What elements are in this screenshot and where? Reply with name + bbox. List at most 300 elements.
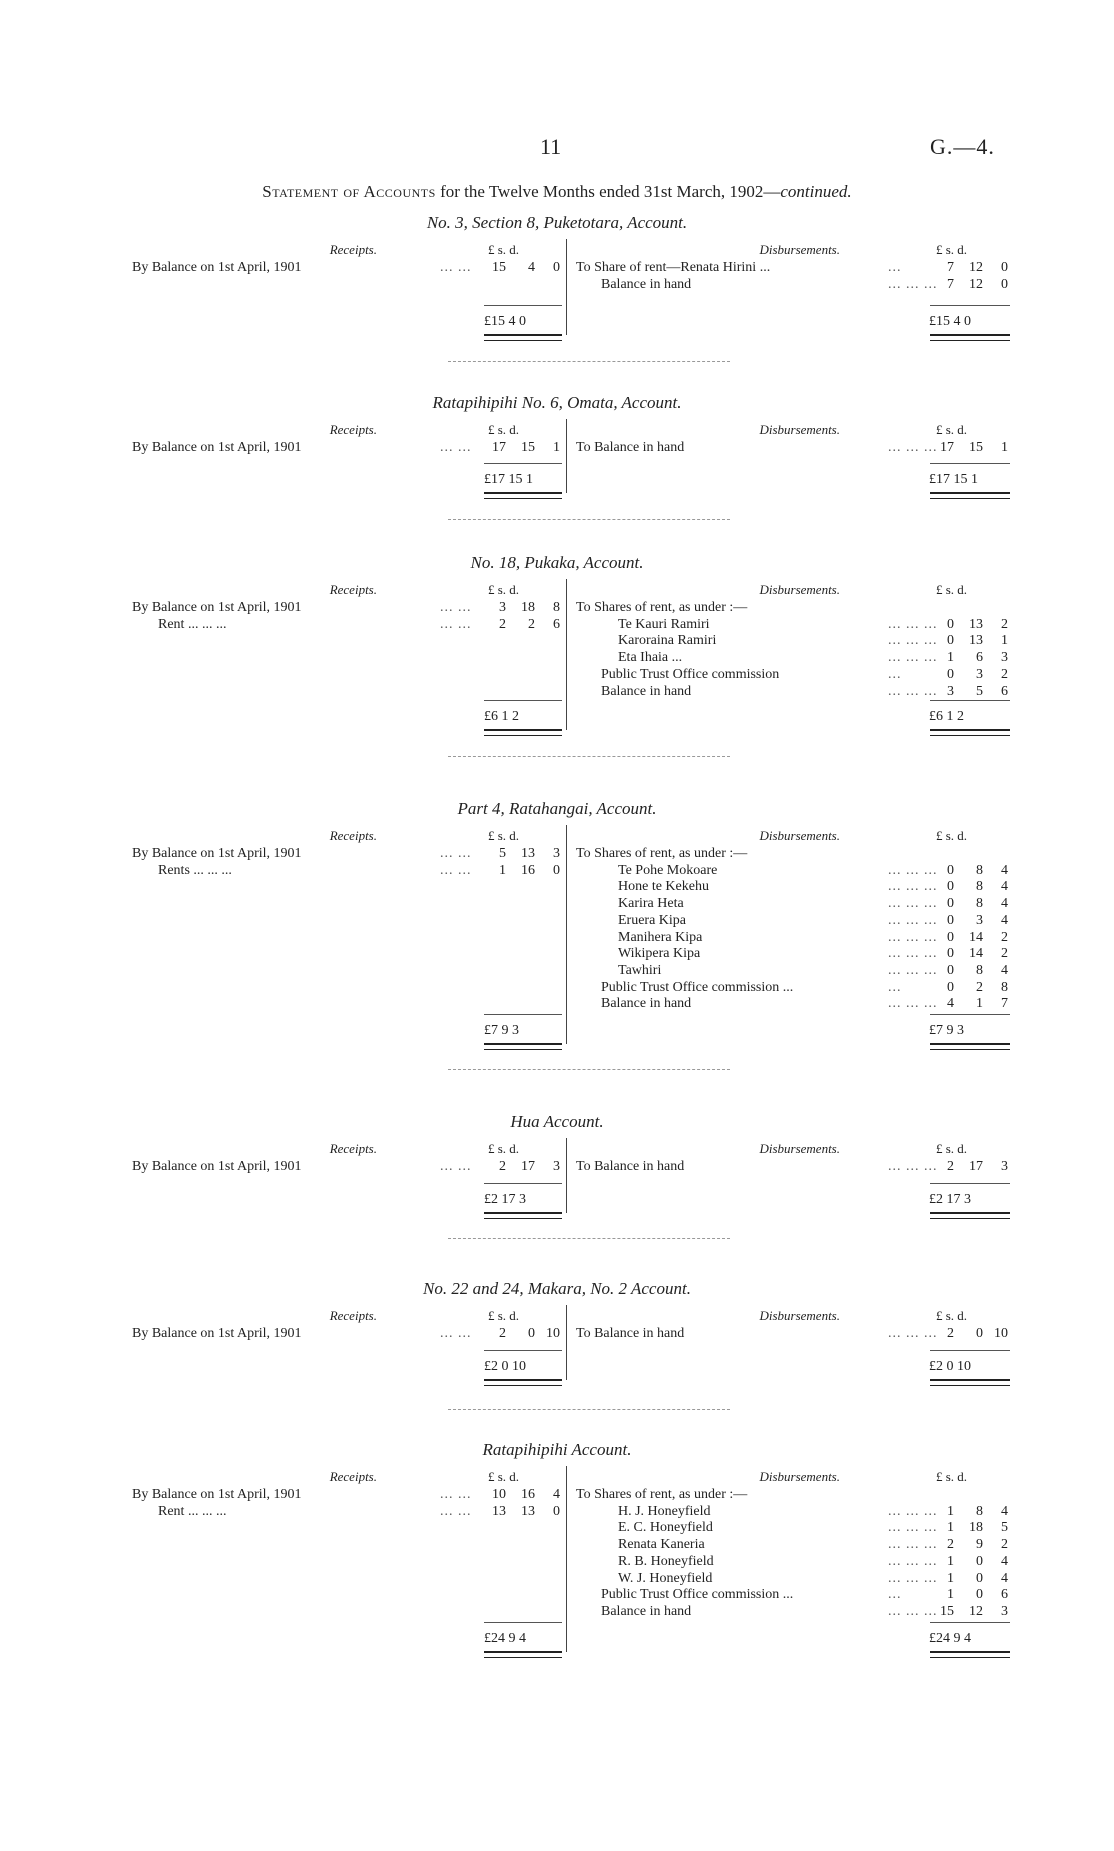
disbursement-label: Balance in hand — [601, 996, 692, 1012]
receipts-lsd-heading: £ s. d. — [488, 1308, 520, 1323]
disbursements-total-double-rule — [930, 729, 1010, 736]
disbursement-row — [0, 259, 1114, 276]
disbursement-label: Manihera Kipa — [618, 929, 703, 945]
section-separator — [448, 1409, 730, 1410]
disbursements-subtotal-rule — [930, 1350, 1010, 1351]
account-section — [0, 553, 1114, 738]
receipts-total-double-rule — [484, 492, 562, 499]
title-suffix: continued. — [780, 182, 852, 201]
disbursement-row — [0, 1519, 1114, 1536]
account-section — [0, 1112, 1114, 1221]
disbursement-leader-dots: ... ... ... — [888, 650, 938, 666]
disbursement-label: Public Trust Office commission — [601, 666, 780, 682]
disbursement-pence: 4 — [1001, 1553, 1008, 1569]
disbursement-row — [0, 632, 1114, 649]
receipt-label: By Balance on 1st April, 1901 — [132, 600, 302, 615]
account-title: Ratapihipihi Account. — [482, 1440, 632, 1459]
receipt-label: By Balance on 1st April, 1901 — [132, 440, 302, 455]
disbursement-shillings: 15 — [969, 440, 983, 455]
disbursement-label: Eta Ihaia ... — [618, 650, 683, 666]
disbursements-lsd-heading: £ s. d. — [936, 582, 968, 597]
disbursement-shillings: 3 — [976, 912, 983, 928]
disbursement-row — [0, 599, 1114, 616]
receipts-total: £24 9 4 — [484, 1631, 526, 1646]
disbursement-label: To Shares of rent, as under :— — [576, 600, 748, 615]
disbursement-leader-dots: ... ... ... — [888, 276, 938, 292]
receipt-pence: 3 — [553, 846, 560, 861]
disbursements-lsd-heading: £ s. d. — [936, 422, 968, 437]
disbursement-pounds: 0 — [947, 946, 954, 962]
disbursement-pence: 3 — [1001, 1603, 1008, 1619]
disbursements-total: £15 4 0 — [929, 314, 971, 329]
disbursement-shillings: 8 — [976, 962, 983, 978]
receipt-pence: 0 — [553, 260, 560, 275]
receipt-pounds: 15 — [492, 260, 506, 275]
receipt-pounds: 10 — [492, 1487, 506, 1502]
disbursement-row — [0, 439, 1114, 456]
receipt-pounds: 1 — [499, 862, 506, 878]
disbursements-subtotal-rule — [930, 463, 1010, 464]
disbursement-pence: 4 — [1001, 862, 1008, 878]
disbursement-shillings: 0 — [976, 1570, 983, 1586]
disbursement-row — [0, 683, 1114, 700]
disbursements-total-double-rule — [930, 1379, 1010, 1386]
receipts-lsd-heading: £ s. d. — [488, 828, 520, 843]
account-section — [0, 1440, 1114, 1660]
receipt-shillings: 2 — [528, 616, 535, 632]
receipts-heading: Receipts. — [329, 1469, 377, 1484]
disbursement-pence: 1 — [1001, 633, 1008, 649]
disbursement-pounds: 2 — [947, 1159, 954, 1174]
disbursements-heading: Disbursements. — [759, 828, 840, 843]
disbursement-label: Karoraina Ramiri — [618, 633, 717, 649]
disbursements-total: £7 9 3 — [929, 1023, 964, 1038]
disbursement-label: Balance in hand — [601, 1603, 692, 1619]
receipt-pence: 1 — [553, 440, 560, 455]
receipts-subtotal-rule — [484, 463, 562, 464]
receipts-subtotal-rule — [484, 1622, 562, 1623]
disbursement-pence: 3 — [1001, 1159, 1008, 1174]
receipts-lsd-heading: £ s. d. — [488, 422, 520, 437]
disbursements-heading: Disbursements. — [759, 1469, 840, 1484]
disbursement-pounds: 17 — [940, 440, 954, 455]
disbursement-shillings: 17 — [969, 1159, 983, 1174]
disbursements-total-double-rule — [930, 1651, 1010, 1658]
disbursement-row — [0, 1325, 1114, 1342]
disbursement-label: To Balance in hand — [576, 1159, 685, 1174]
receipt-label: By Balance on 1st April, 1901 — [132, 1159, 302, 1174]
disbursement-shillings: 3 — [976, 666, 983, 682]
disbursement-pence: 8 — [1001, 979, 1008, 995]
receipt-leader-dots: ... ... — [440, 1487, 472, 1502]
receipt-pence: 6 — [553, 616, 560, 632]
disbursements-total-double-rule — [930, 1212, 1010, 1219]
disbursement-shillings: 13 — [969, 633, 983, 649]
disbursement-shillings: 5 — [976, 683, 983, 699]
receipt-pence: 4 — [553, 1487, 560, 1502]
disbursement-pence: 6 — [1001, 683, 1008, 699]
receipt-label: Rents ... ... ... — [158, 862, 232, 878]
disbursement-shillings: 8 — [976, 879, 983, 895]
disbursement-label: Public Trust Office commission ... — [601, 1587, 794, 1603]
disbursement-pounds: 1 — [947, 1587, 954, 1603]
receipt-leader-dots: ... ... — [440, 600, 472, 615]
receipt-pounds: 3 — [499, 600, 506, 615]
disbursement-row — [0, 862, 1114, 879]
account-section — [0, 393, 1114, 501]
receipt-pounds: 5 — [499, 846, 506, 861]
receipts-total: £17 15 1 — [484, 472, 533, 487]
receipt-pounds: 2 — [499, 616, 506, 632]
receipt-shillings: 15 — [521, 440, 535, 455]
receipts-lsd-heading: £ s. d. — [488, 242, 520, 257]
disbursement-leader-dots: ... ... ... — [888, 996, 938, 1012]
disbursement-pounds: 0 — [947, 979, 954, 995]
disbursements-total-double-rule — [930, 492, 1010, 499]
disbursements-heading: Disbursements. — [759, 1141, 840, 1156]
account-title: No. 22 and 24, Makara, No. 2 Account. — [423, 1279, 691, 1298]
disbursements-total: £24 9 4 — [929, 1631, 971, 1646]
receipts-lsd-heading: £ s. d. — [488, 1469, 520, 1484]
disbursement-pounds: 2 — [947, 1326, 954, 1341]
disbursement-row — [0, 1570, 1114, 1587]
disbursement-pounds: 0 — [947, 962, 954, 978]
disbursement-pence: 0 — [1001, 260, 1008, 275]
receipts-lsd-heading: £ s. d. — [488, 582, 520, 597]
disbursement-pounds: 0 — [947, 666, 954, 682]
disbursement-row — [0, 276, 1114, 293]
disbursements-total: £2 17 3 — [929, 1192, 971, 1207]
account-title: Ratapihipihi No. 6, Omata, Account. — [432, 393, 682, 412]
disbursement-pence: 4 — [1001, 1503, 1008, 1519]
receipt-shillings: 17 — [521, 1159, 535, 1174]
disbursement-pence: 4 — [1001, 912, 1008, 928]
account-section — [0, 1279, 1114, 1388]
receipts-total-double-rule — [484, 1212, 562, 1219]
disbursement-leader-dots: ... ... ... — [888, 862, 938, 878]
disbursement-leader-dots: ... ... ... — [888, 1503, 938, 1519]
disbursement-leader-dots: ... ... ... — [888, 1553, 938, 1569]
disbursement-shillings: 8 — [976, 1503, 983, 1519]
receipts-heading: Receipts. — [329, 1308, 377, 1323]
disbursement-row — [0, 912, 1114, 929]
disbursement-leader-dots: ... ... ... — [888, 929, 938, 945]
disbursement-leader-dots: ... ... ... — [888, 896, 938, 912]
receipts-heading: Receipts. — [329, 1141, 377, 1156]
section-separator — [448, 519, 730, 520]
disbursement-shillings: 8 — [976, 896, 983, 912]
receipts-subtotal-rule — [484, 1183, 562, 1184]
disbursement-pence: 0 — [1001, 276, 1008, 292]
disbursement-pence: 2 — [1001, 1537, 1008, 1553]
disbursements-lsd-heading: £ s. d. — [936, 242, 968, 257]
disbursement-leader-dots: ... ... ... — [888, 962, 938, 978]
receipt-label: By Balance on 1st April, 1901 — [132, 846, 302, 861]
disbursements-heading: Disbursements. — [759, 582, 840, 597]
disbursement-row — [0, 995, 1114, 1012]
disbursement-leader-dots: ... ... ... — [888, 616, 938, 632]
disbursement-pounds: 3 — [947, 683, 954, 699]
disbursement-shillings: 13 — [969, 616, 983, 632]
disbursement-label: To Share of rent—Renata Hirini ... — [576, 260, 771, 275]
receipt-pence: 0 — [553, 1503, 560, 1519]
disbursement-leader-dots: ... ... ... — [888, 1326, 938, 1341]
receipt-pounds: 2 — [499, 1326, 506, 1341]
receipts-subtotal-rule — [484, 1014, 562, 1015]
document-reference: G.—4. — [930, 134, 995, 159]
receipt-pence: 10 — [546, 1326, 560, 1341]
disbursement-row — [0, 1158, 1114, 1175]
receipt-leader-dots: ... ... — [440, 1159, 472, 1174]
disbursement-shillings: 12 — [969, 260, 983, 275]
disbursements-lsd-heading: £ s. d. — [936, 1308, 968, 1323]
title-main: for the Twelve Months ended 31st March, 1902— — [435, 182, 781, 201]
disbursement-pounds: 0 — [947, 879, 954, 895]
disbursement-pounds: 1 — [947, 1503, 954, 1519]
disbursement-pence: 5 — [1001, 1520, 1008, 1536]
receipts-total: £2 17 3 — [484, 1192, 526, 1207]
receipt-pence: 0 — [553, 862, 560, 878]
disbursements-subtotal-rule — [930, 1183, 1010, 1184]
account-title: Hua Account. — [510, 1112, 604, 1131]
receipt-label: By Balance on 1st April, 1901 — [132, 1487, 302, 1502]
disbursement-leader-dots: ... — [888, 979, 902, 995]
receipt-leader-dots: ... ... — [440, 1503, 472, 1519]
disbursements-heading: Disbursements. — [759, 422, 840, 437]
disbursements-lsd-heading: £ s. d. — [936, 828, 968, 843]
disbursements-total: £2 0 10 — [929, 1359, 971, 1374]
receipt-leader-dots: ... ... — [440, 616, 472, 632]
disbursement-leader-dots: ... ... ... — [888, 683, 938, 699]
disbursement-leader-dots: ... ... ... — [888, 1603, 938, 1619]
disbursements-subtotal-rule — [930, 700, 1010, 701]
receipts-total: £7 9 3 — [484, 1023, 519, 1038]
receipts-total-double-rule — [484, 1651, 562, 1658]
receipts-total: £15 4 0 — [484, 314, 526, 329]
disbursement-label: To Balance in hand — [576, 440, 685, 455]
disbursement-leader-dots: ... ... ... — [888, 912, 938, 928]
receipt-label: Rent ... ... ... — [158, 616, 227, 632]
disbursement-label: R. B. Honeyfield — [618, 1553, 714, 1569]
disbursement-leader-dots: ... ... ... — [888, 879, 938, 895]
receipts-heading: Receipts. — [329, 422, 377, 437]
disbursements-heading: Disbursements. — [759, 1308, 840, 1323]
disbursement-row — [0, 929, 1114, 946]
disbursements-total: £17 15 1 — [929, 472, 978, 487]
page-title — [0, 182, 1114, 202]
page-number: 11 — [540, 134, 562, 159]
disbursements-subtotal-rule — [930, 1014, 1010, 1015]
receipt-shillings: 0 — [528, 1326, 535, 1341]
disbursement-pence: 2 — [1001, 666, 1008, 682]
receipts-subtotal-rule — [484, 700, 562, 701]
receipts-total-double-rule — [484, 1379, 562, 1386]
receipt-leader-dots: ... ... — [440, 1326, 472, 1341]
disbursements-subtotal-rule — [930, 305, 1010, 306]
section-separator — [448, 361, 730, 362]
disbursement-row — [0, 1486, 1114, 1503]
account-section — [0, 213, 1114, 343]
disbursement-shillings: 0 — [976, 1553, 983, 1569]
disbursement-label: Eruera Kipa — [618, 912, 687, 928]
account-title: No. 3, Section 8, Puketotara, Account. — [426, 213, 688, 232]
disbursement-leader-dots: ... ... ... — [888, 1570, 938, 1586]
account-title: Part 4, Ratahangai, Account. — [457, 799, 657, 818]
disbursement-row — [0, 1503, 1114, 1520]
receipts-subtotal-rule — [484, 305, 562, 306]
disbursement-shillings: 8 — [976, 862, 983, 878]
disbursement-leader-dots: ... ... ... — [888, 1520, 938, 1536]
disbursement-pounds: 0 — [947, 912, 954, 928]
disbursement-label: Balance in hand — [601, 276, 692, 292]
disbursement-shillings: 9 — [976, 1537, 983, 1553]
receipt-leader-dots: ... ... — [440, 260, 472, 275]
disbursement-label: Te Pohe Mokoare — [618, 862, 718, 878]
receipt-shillings: 16 — [521, 862, 535, 878]
disbursement-pence: 2 — [1001, 616, 1008, 632]
disbursement-shillings: 1 — [976, 996, 983, 1012]
disbursement-pence: 3 — [1001, 650, 1008, 666]
receipt-shillings: 16 — [521, 1487, 535, 1502]
receipts-total-double-rule — [484, 334, 562, 341]
disbursement-pounds: 1 — [947, 1553, 954, 1569]
disbursement-shillings: 12 — [969, 1603, 983, 1619]
receipts-total-double-rule — [484, 729, 562, 736]
account-title: No. 18, Pukaka, Account. — [470, 553, 644, 572]
disbursement-label: Wikipera Kipa — [618, 946, 701, 962]
receipt-label: By Balance on 1st April, 1901 — [132, 260, 302, 275]
disbursements-heading: Disbursements. — [759, 242, 840, 257]
disbursement-pence: 4 — [1001, 1570, 1008, 1586]
disbursement-row — [0, 649, 1114, 666]
disbursements-lsd-heading: £ s. d. — [936, 1141, 968, 1156]
column-divider — [566, 1305, 567, 1380]
disbursement-row — [0, 845, 1114, 862]
disbursement-leader-dots: ... — [888, 260, 902, 275]
receipt-label: Rent ... ... ... — [158, 1503, 227, 1519]
disbursement-label: Hone te Kekehu — [618, 879, 709, 895]
disbursement-label: W. J. Honeyfield — [618, 1570, 713, 1586]
disbursement-leader-dots: ... ... ... — [888, 440, 938, 455]
disbursement-row — [0, 1603, 1114, 1620]
receipt-label: By Balance on 1st April, 1901 — [132, 1326, 302, 1341]
disbursement-shillings: 0 — [976, 1587, 983, 1603]
disbursement-shillings: 0 — [976, 1326, 983, 1341]
disbursement-shillings: 14 — [969, 929, 983, 945]
receipt-pounds: 2 — [499, 1159, 506, 1174]
disbursement-pounds: 1 — [947, 1520, 954, 1536]
disbursement-row — [0, 666, 1114, 683]
disbursement-shillings: 14 — [969, 946, 983, 962]
disbursement-row — [0, 1586, 1114, 1603]
disbursement-pence: 2 — [1001, 929, 1008, 945]
column-divider — [566, 1138, 567, 1213]
receipt-leader-dots: ... ... — [440, 440, 472, 455]
disbursements-total-double-rule — [930, 334, 1010, 341]
disbursement-pounds: 0 — [947, 929, 954, 945]
disbursement-pounds: 7 — [947, 260, 954, 275]
disbursement-shillings: 18 — [969, 1520, 983, 1536]
disbursement-leader-dots: ... ... ... — [888, 1537, 938, 1553]
disbursement-pounds: 0 — [947, 633, 954, 649]
disbursement-row — [0, 1553, 1114, 1570]
receipt-pounds: 13 — [492, 1503, 506, 1519]
column-divider — [566, 419, 567, 493]
disbursement-pence: 1 — [1001, 440, 1008, 455]
disbursement-pounds: 4 — [947, 996, 954, 1012]
disbursement-label: Renata Kaneria — [618, 1537, 705, 1553]
disbursement-pounds: 2 — [947, 1537, 954, 1553]
disbursement-label: Te Kauri Ramiri — [618, 616, 710, 632]
disbursement-row — [0, 1536, 1114, 1553]
receipt-shillings: 18 — [521, 600, 535, 615]
disbursement-label: Balance in hand — [601, 683, 692, 699]
receipts-subtotal-rule — [484, 1350, 562, 1351]
disbursements-total-double-rule — [930, 1043, 1010, 1050]
disbursement-row — [0, 895, 1114, 912]
disbursement-label: To Shares of rent, as under :— — [576, 1487, 748, 1502]
disbursement-label: Tawhiri — [618, 962, 662, 978]
receipts-lsd-heading: £ s. d. — [488, 1141, 520, 1156]
disbursement-leader-dots: ... ... ... — [888, 1159, 938, 1174]
section-separator — [448, 1069, 730, 1070]
disbursement-shillings: 12 — [969, 276, 983, 292]
section-separator — [448, 756, 730, 757]
receipt-leader-dots: ... ... — [440, 846, 472, 861]
disbursement-leader-dots: ... — [888, 1587, 902, 1603]
disbursement-row — [0, 878, 1114, 895]
disbursement-label: H. J. Honeyfield — [618, 1503, 711, 1519]
receipt-pence: 8 — [553, 600, 560, 615]
disbursements-total: £6 1 2 — [929, 709, 964, 724]
disbursement-label: E. C. Honeyfield — [618, 1520, 713, 1536]
receipts-heading: Receipts. — [329, 828, 377, 843]
disbursement-leader-dots: ... ... ... — [888, 946, 938, 962]
disbursement-row — [0, 616, 1114, 633]
disbursement-pounds: 1 — [947, 650, 954, 666]
disbursement-pounds: 0 — [947, 616, 954, 632]
account-section — [0, 799, 1114, 1052]
disbursement-label: Public Trust Office commission ... — [601, 979, 794, 995]
disbursement-pence: 10 — [994, 1326, 1008, 1341]
disbursement-row — [0, 945, 1114, 962]
disbursement-row — [0, 962, 1114, 979]
receipts-total: £2 0 10 — [484, 1359, 526, 1374]
disbursement-pence: 4 — [1001, 879, 1008, 895]
disbursement-pence: 4 — [1001, 896, 1008, 912]
disbursement-pounds: 1 — [947, 1570, 954, 1586]
receipts-heading: Receipts. — [329, 582, 377, 597]
disbursement-label: To Balance in hand — [576, 1326, 685, 1341]
receipts-total-double-rule — [484, 1043, 562, 1050]
receipt-pounds: 17 — [492, 440, 506, 455]
disbursement-pounds: 15 — [940, 1603, 954, 1619]
disbursements-subtotal-rule — [930, 1622, 1010, 1623]
disbursement-row — [0, 979, 1114, 996]
disbursement-label: Karira Heta — [618, 896, 684, 912]
disbursement-pence: 4 — [1001, 962, 1008, 978]
receipt-shillings: 13 — [521, 846, 535, 861]
disbursement-leader-dots: ... — [888, 666, 902, 682]
receipts-total: £6 1 2 — [484, 709, 519, 724]
disbursement-pence: 6 — [1001, 1587, 1008, 1603]
disbursement-shillings: 2 — [976, 979, 983, 995]
title-prefix: Statement of Accounts — [262, 182, 436, 201]
receipts-heading: Receipts. — [329, 242, 377, 257]
disbursement-pounds: 0 — [947, 896, 954, 912]
section-separator — [448, 1238, 730, 1239]
disbursement-shillings: 6 — [976, 650, 983, 666]
